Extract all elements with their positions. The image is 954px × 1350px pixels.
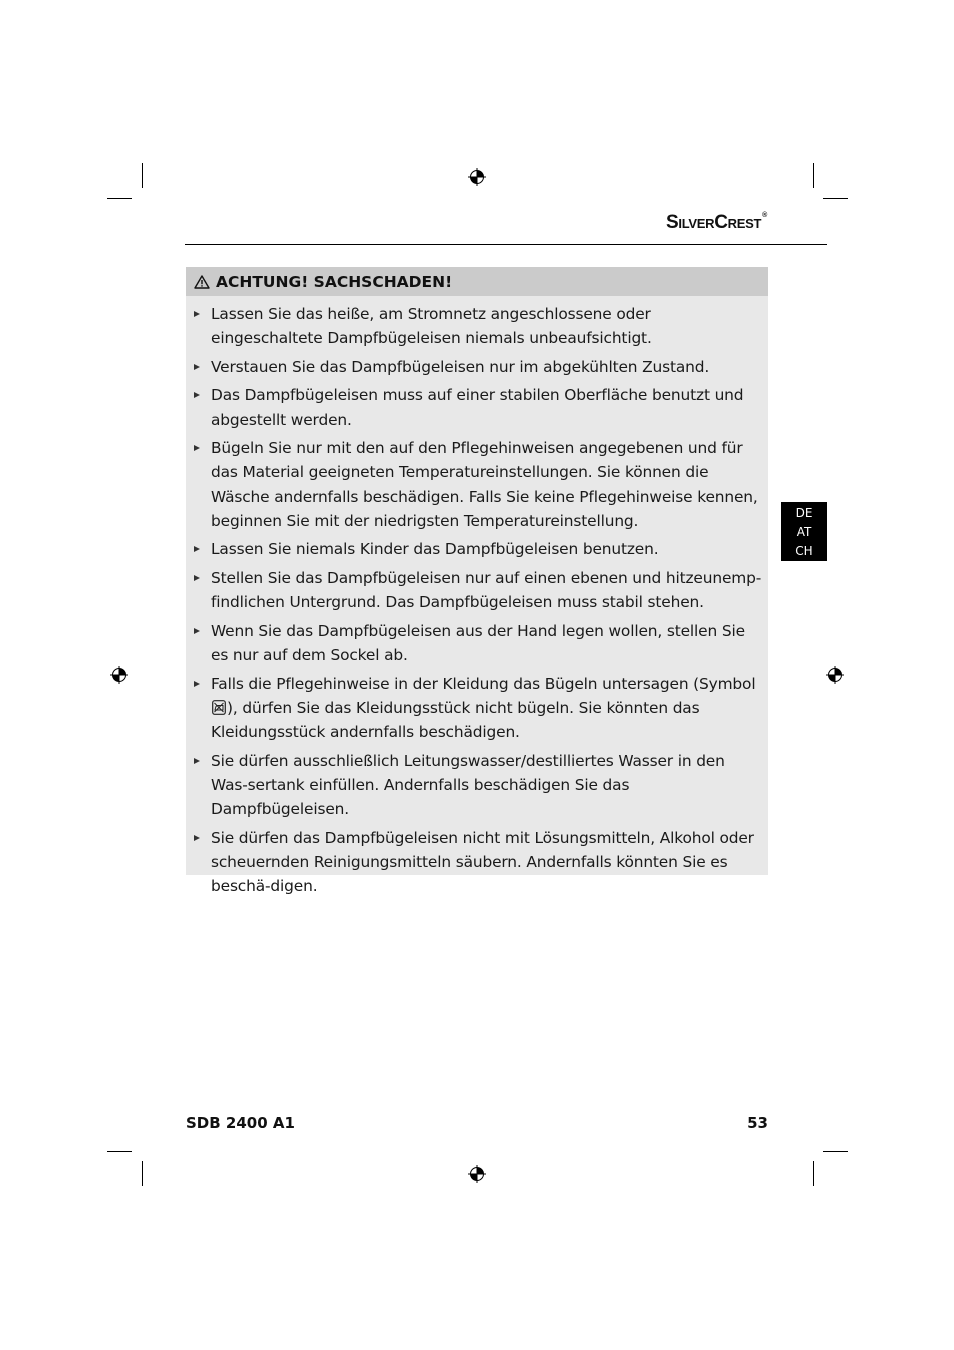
bullet-arrow-icon [194,546,200,552]
list-item [186,566,762,614]
list-item [186,355,762,379]
bullet-arrow-icon [194,681,200,687]
language-code: AT [796,525,812,539]
registration-mark-icon [110,666,128,684]
crop-mark [813,1161,814,1186]
bullet-arrow-icon [194,628,200,634]
warning-box [186,267,768,895]
bullet-arrow-icon [194,835,200,841]
bullet-arrow-icon [194,311,200,317]
list-item [186,672,762,745]
list-item [186,619,762,667]
list-item [186,749,762,822]
list-item-text: Das Dampfbügeleisen muss auf einer stabilen Oberfläche benutzt und abgestellt werden. [211,386,744,429]
bullet-arrow-icon [194,575,200,581]
brand-logo-text: SilverCrest [666,212,762,233]
no-ironing-symbol-icon [212,700,226,715]
registration-mark-icon [468,168,486,186]
crop-mark [142,163,143,188]
language-tab [781,502,827,561]
brand-logo [666,212,767,234]
list-item-text-before: Falls die Pflegehinweise in der Kleidung das Bügeln untersagen (Symbol [211,674,756,693]
registration-mark-icon [468,1165,486,1183]
list-item-text: Lassen Sie niemals Kinder das Dampfbügeleisen benutzen. [211,540,659,559]
bullet-arrow-icon [194,392,200,398]
crop-mark [823,198,848,199]
crop-mark [813,163,814,188]
list-item [186,383,762,431]
bullet-arrow-icon [194,758,200,764]
list-item [186,302,762,350]
language-code: CH [795,544,813,558]
list-item-text: Sie dürfen ausschließlich Leitungswasser/destilliertes Wasser in den Was-sertank einfüllen. Andernfalls beschädigen Sie das Dampfbügeleisen. [211,751,725,818]
list-item-text: Wenn Sie das Dampfbügeleisen aus der Hand legen wollen, stellen Sie es nur auf dem Sockel ab. [211,621,745,664]
list-item [186,537,762,561]
list-item-text: Bügeln Sie nur mit den auf den Pflegehinweisen angegebenen und für das Material geeigneten Temperatureinstellungen. Sie können die Wäsche andernfalls beschädigen. Falls Sie keine Pflegehinweise kennen, beginnen Sie mit der niedrigsten Temperatureinstellung. [211,439,758,530]
header-rule [185,244,827,245]
crop-mark [823,1151,848,1152]
warning-header [186,267,768,296]
list-item-text: Sie dürfen das Dampfbügeleisen nicht mit Lösungsmitteln, Alkohol oder scheuernden Reinigungsmitteln säubern. Andernfalls könnten Sie es beschä-digen. [211,828,754,895]
bullet-arrow-icon [194,364,200,370]
language-code: DE [795,506,813,520]
list-item-text: Verstauen Sie das Dampfbügeleisen nur im abgekühlten Zustand. [211,357,710,376]
page-number: 53 [747,1114,768,1132]
registration-mark-icon [826,666,844,684]
crop-mark [107,198,132,199]
warning-title: ACHTUNG! SACHSCHADEN! [216,272,453,291]
crop-mark [107,1151,132,1152]
warning-triangle-icon [194,275,210,289]
bullet-arrow-icon [194,445,200,451]
list-item [186,436,762,533]
list-item-text: Lassen Sie das heiße, am Stromnetz angeschlossene oder eingeschaltete Dampfbügeleisen niemals unbeaufsichtigt. [211,305,652,348]
registered-mark: ® [762,212,767,219]
list-item-text: Stellen Sie das Dampfbügeleisen nur auf einen ebenen und hitzeunemp-findlichen Untergrund. Das Dampfbügeleisen muss stabil stehen. [211,568,762,612]
warning-list [186,296,768,898]
footer-model-number: SDB 2400 A1 [186,1114,295,1132]
list-item [186,826,762,899]
list-item-text-after: ), dürfen Sie das Kleidungsstück nicht bügeln. Sie könnten das Kleidungsstück andernfalls beschädigen. [211,698,700,741]
crop-mark [142,1161,143,1186]
